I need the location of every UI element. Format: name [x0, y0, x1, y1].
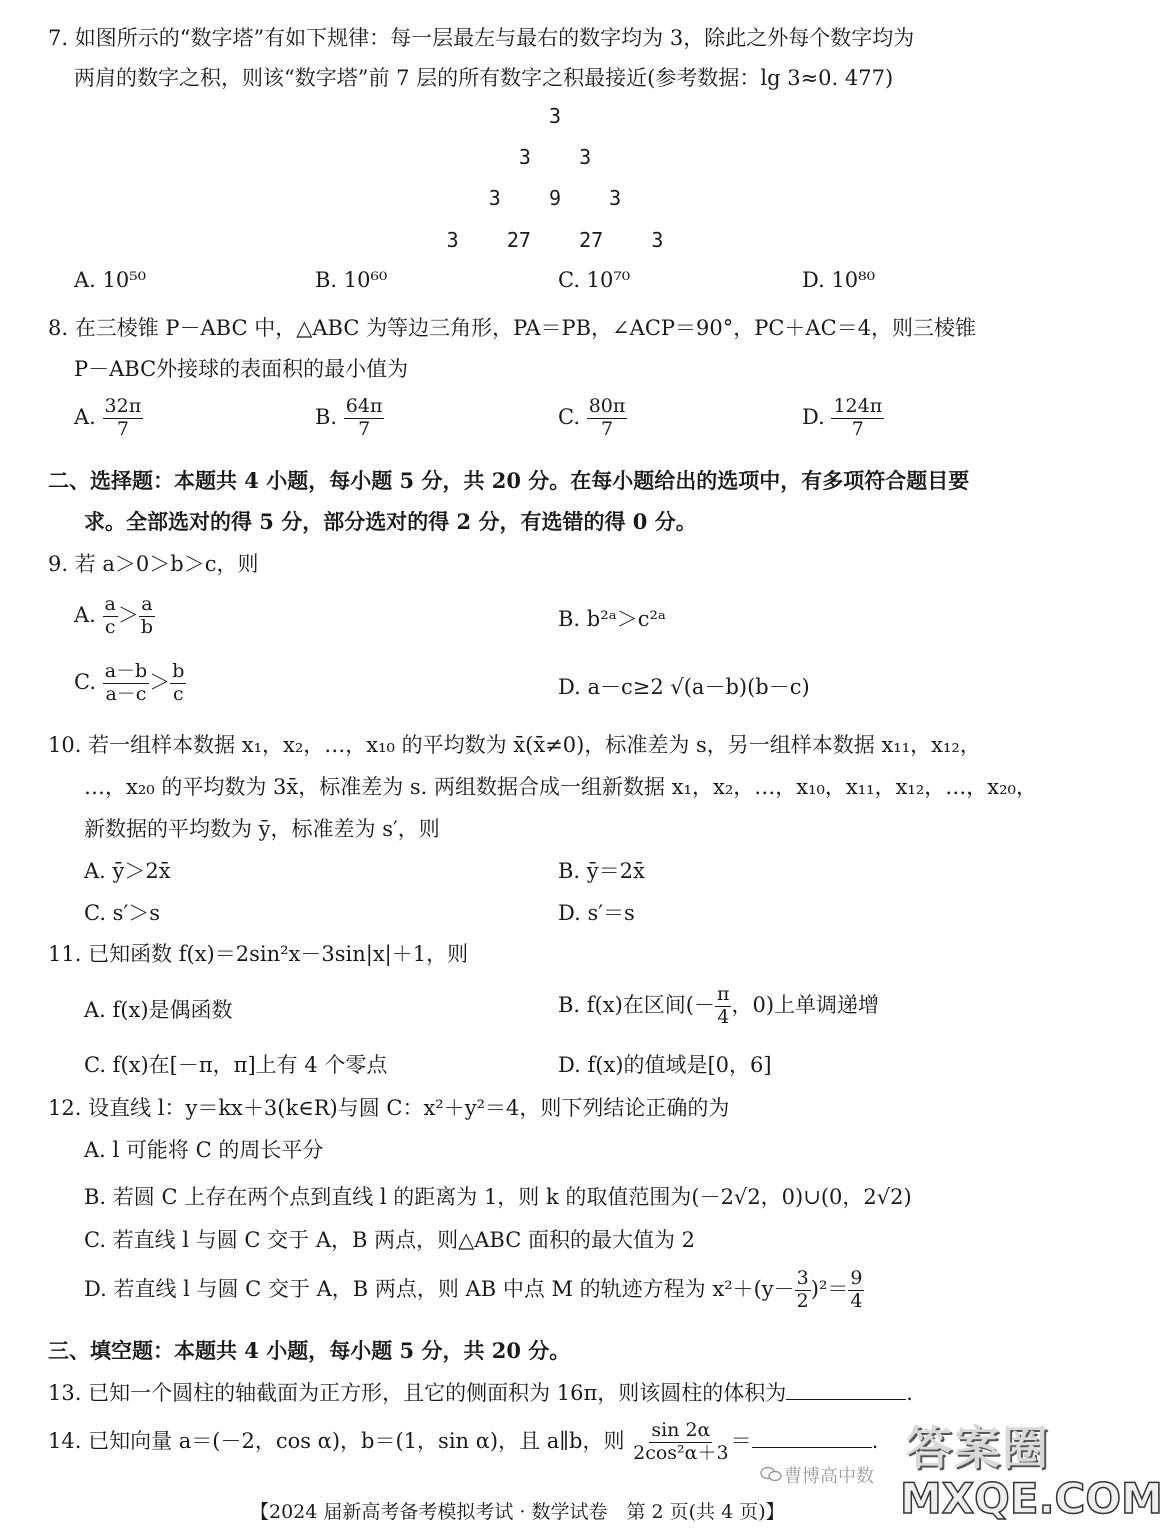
q7-line1: 7. 如图所示的“数字塔”有如下规律：每一层最左与最右的数字均为 3，除此之外每个数字均为 — [48, 26, 915, 50]
tower-row-3: 3 9 3 — [488, 186, 622, 210]
q14-period: . — [871, 1428, 879, 1453]
q8-option-c — [558, 396, 627, 441]
q10-option-a: A. ȳ＞2x̄ — [84, 859, 171, 883]
q8-option-c-label: C. — [558, 404, 580, 429]
numerator: 124π — [833, 395, 883, 417]
q12-option-c: C. 若直线 l 与圆 C 交于 A，B 两点，则△ABC 面积的最大值为 2 — [84, 1228, 696, 1252]
numerator: 32π — [104, 395, 142, 417]
operator: ＞ — [117, 602, 139, 627]
fraction — [715, 984, 732, 1029]
q9-option-c — [74, 661, 186, 706]
denominator: c — [104, 615, 116, 638]
q11-option-b — [558, 984, 879, 1029]
watermark-logo-line1: 答案圈 — [906, 1421, 1050, 1475]
denominator: 7 — [358, 417, 371, 440]
q12-option-d — [84, 1268, 864, 1313]
numerator: π — [716, 983, 730, 1005]
q12-option-a: A. l 可能将 C 的周长平分 — [84, 1138, 324, 1162]
q9-option-c-label: C. — [74, 669, 96, 694]
q10-line1: 10. 若一组样本数据 x₁，x₂，…，x₁₀ 的平均数为 x̄(x̄≠0)，标准差为 s，另一组样本数据 x₁₁，x₁₂， — [48, 733, 981, 757]
q8-option-d-label: D. — [802, 404, 825, 429]
numerator: 80π — [588, 395, 626, 417]
q8-option-b-fraction — [344, 396, 385, 441]
denominator: 2cos²α＋3 — [633, 1441, 729, 1464]
operator: ＞ — [149, 669, 171, 694]
fraction — [631, 1420, 730, 1465]
q9-option-b: B. b²ᵃ＞c²ᵃ — [558, 607, 667, 631]
numerator: a — [104, 593, 116, 615]
fraction — [848, 1268, 864, 1313]
q8-option-a — [74, 396, 143, 441]
q14-equals: ＝ — [730, 1428, 752, 1453]
denominator: a－c — [105, 682, 147, 705]
q11-stem: 11. 已知函数 f(x)＝2sin²x－3sin|x|＋1，则 — [48, 942, 469, 966]
denominator: 2 — [796, 1289, 809, 1312]
tower-row-4: 3 27 27 3 — [446, 228, 664, 252]
q9-option-a-label: A. — [74, 602, 96, 627]
denominator: b — [140, 615, 154, 638]
watermark-logo-line2: MXQE.COM — [900, 1474, 1163, 1523]
q14-text — [48, 1420, 878, 1465]
denominator: 4 — [717, 1005, 730, 1028]
q14-stem: 14. 已知向量 a＝(－2，cos α)，b＝(1，sin α)，且 a∥b，则 — [48, 1428, 625, 1453]
tower-row-1: 3 — [548, 104, 562, 128]
q10-line2: …，x₂₀ 的平均数为 3x̄，标准差为 s. 两组数据合成一组新数据 x₁，x₂，…，x₁₀，x₁₁，x₁₂，…，x₂₀， — [84, 775, 1037, 799]
denominator: 7 — [116, 417, 129, 440]
denominator: 4 — [850, 1289, 863, 1312]
numerator: 3 — [796, 1267, 809, 1289]
watermark-logo — [900, 1412, 1163, 1532]
q7-line2: 两肩的数字之积，则该“数字塔”前 7 层的所有数字之积最接近(参考数据：lg 3≈0. 477) — [74, 66, 894, 90]
numerator: 9 — [850, 1267, 863, 1289]
fraction — [170, 661, 186, 706]
numerator: a — [141, 593, 153, 615]
tower-row-2: 3 3 — [518, 145, 592, 169]
q10-option-b: B. ȳ＝2x̄ — [558, 859, 645, 883]
q12-option-b: B. 若圆 C 上存在两个点到直线 l 的距离为 1，则 k 的取值范围为(－2√2，0)∪(0，2√2) — [84, 1185, 912, 1209]
q12-option-d-prefix: D. 若直线 l 与圆 C 交于 A，B 两点，则 AB 中点 M 的轨迹方程为 x²＋(y－ — [84, 1276, 795, 1301]
q7-option-d: D. 10⁸⁰ — [802, 268, 875, 292]
fraction — [103, 594, 118, 639]
q8-line2: P－ABC外接球的表面积的最小值为 — [74, 357, 409, 381]
q9-stem: 9. 若 a＞0＞b＞c，则 — [48, 552, 259, 576]
page-footer: 【2024 届新高考备考模拟考试 · 数学试卷 第 2 页(共 4 页)】 — [250, 1501, 785, 1523]
q8-option-b-label: B. — [315, 404, 338, 429]
q12-stem: 12. 设直线 l：y＝kx＋3(k∈R)与圆 C：x²＋y²＝4，则下列结论正确的为 — [48, 1096, 730, 1120]
q9-option-d: D. a－c≥2 √(a－b)(b－c) — [558, 675, 810, 699]
q8-option-c-fraction — [587, 396, 628, 441]
section2-heading-line2: 求。全部选对的得 5 分，部分选对的得 2 分，有选错的得 0 分。 — [84, 509, 697, 534]
q8-option-b — [315, 396, 384, 441]
fraction — [795, 1268, 811, 1313]
q13-text — [48, 1377, 913, 1407]
q7-option-c: C. 10⁷⁰ — [558, 268, 631, 292]
q10-option-d: D. s′＝s — [558, 901, 635, 925]
q8-option-a-fraction — [103, 396, 144, 441]
q10-option-c: C. s′＞s — [84, 901, 160, 925]
q11-option-b-prefix: B. f(x)在区间(－ — [558, 992, 715, 1017]
q11-option-c: C. f(x)在[－π，π]上有 4 个零点 — [84, 1053, 388, 1077]
section3-heading: 三、填空题：本题共 4 小题，每小题 5 分，共 20 分。 — [48, 1338, 571, 1363]
q8-option-d-fraction — [831, 396, 884, 441]
fraction — [103, 661, 150, 706]
q13-period: . — [906, 1381, 913, 1405]
q7-option-b: B. 10⁶⁰ — [315, 268, 388, 292]
numerator: sin 2α — [651, 1419, 711, 1441]
numerator: 64π — [345, 395, 383, 417]
q8-option-a-label: A. — [74, 404, 96, 429]
denominator: c — [172, 682, 184, 705]
wechat-icon — [760, 1466, 782, 1482]
fraction — [139, 594, 155, 639]
q11-option-b-suffix: ，0)上单调递增 — [731, 992, 880, 1017]
q8-option-d — [802, 396, 884, 441]
numerator: a－b — [104, 660, 148, 682]
q14-answer-blank[interactable] — [752, 1433, 872, 1448]
q13-answer-blank[interactable] — [786, 1385, 906, 1400]
denominator: 7 — [600, 417, 614, 440]
denominator: 7 — [851, 417, 864, 440]
q7-option-a: A. 10⁵⁰ — [74, 268, 147, 292]
q9-option-a — [74, 594, 155, 639]
watermark-text: 曹博高中数 — [784, 1466, 874, 1487]
q11-option-a: A. f(x)是偶函数 — [84, 998, 233, 1022]
q12-option-d-middle: )²＝ — [810, 1276, 849, 1301]
q11-option-d: D. f(x)的值域是[0，6] — [558, 1053, 772, 1077]
q8-line1: 8. 在三棱锥 P－ABC 中，△ABC 为等边三角形，PA＝PB，∠ACP＝90°，PC＋AC＝4，则三棱锥 — [48, 316, 977, 340]
section2-heading-line1: 二、选择题：本题共 4 小题，每小题 5 分，共 20 分。在每小题给出的选项中，有多项符合题目要 — [48, 468, 970, 493]
q13-stem: 13. 已知一个圆柱的轴截面为正方形，且它的侧面积为 16π，则该圆柱的体积为 — [48, 1381, 787, 1405]
numerator: b — [172, 660, 185, 682]
q10-line3: 新数据的平均数为 ȳ，标准差为 s′，则 — [84, 817, 440, 841]
